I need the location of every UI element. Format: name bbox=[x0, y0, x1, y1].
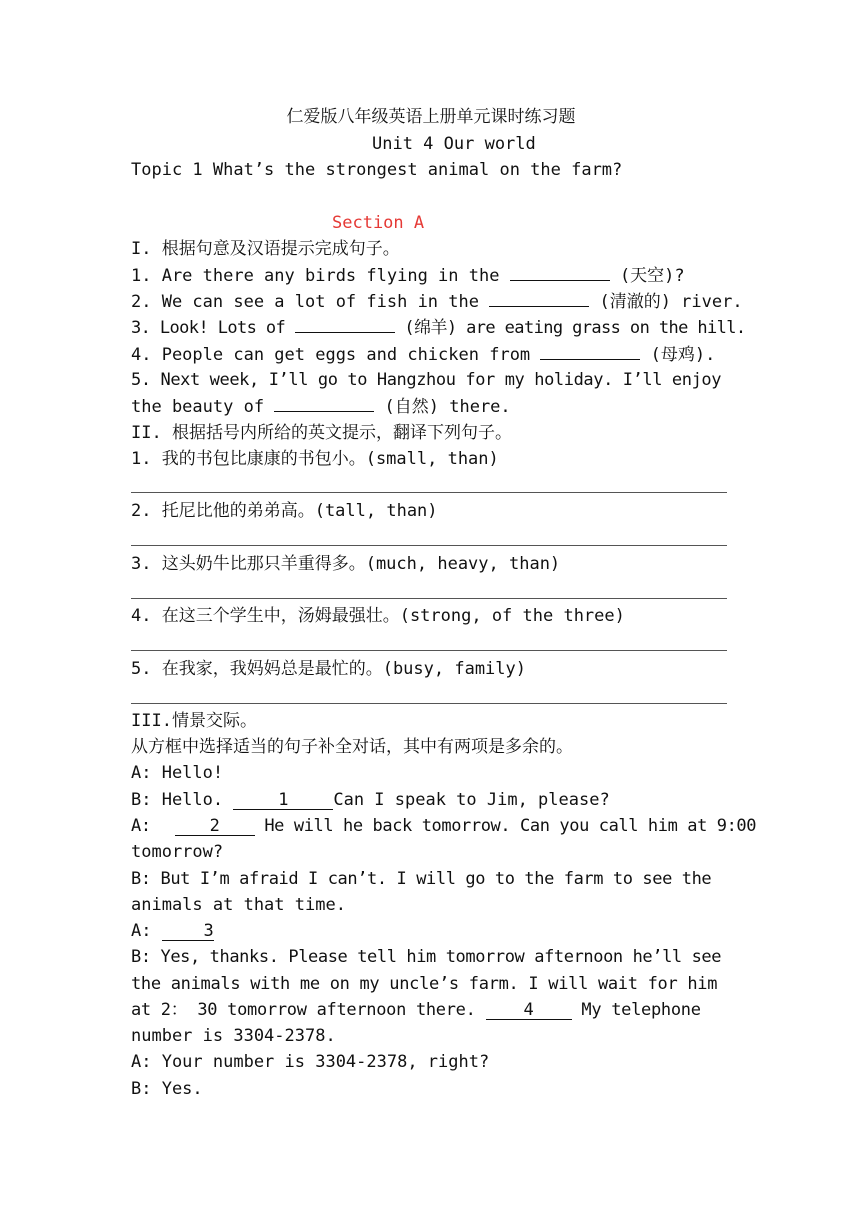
part1-item-5 bbox=[131, 369, 731, 391]
answer-line[interactable] bbox=[131, 545, 727, 546]
item-text: 1. Are there any birds flying in the bbox=[131, 266, 510, 286]
dialogue-line: animals at that time. bbox=[131, 895, 346, 915]
part2-item-3: 3. 这头奶牛比那只羊重得多。(much, heavy, than) bbox=[131, 554, 561, 574]
part1-item-5-cont bbox=[131, 395, 731, 418]
answer-blank[interactable] bbox=[274, 395, 374, 412]
dialogue-line bbox=[131, 999, 731, 1021]
dialogue-text: B: Hello. bbox=[131, 790, 234, 810]
item-text: the beauty of bbox=[131, 397, 275, 417]
dialogue-line: tomorrow? bbox=[131, 842, 224, 862]
dialogue-line: A: Your number is 3304-2378, right? bbox=[131, 1052, 490, 1072]
part1-heading: I. 根据句意及汉语提示完成句子。 bbox=[131, 239, 400, 259]
blank-1[interactable]: 1 bbox=[233, 791, 333, 810]
item-text: (天空)? bbox=[609, 266, 685, 286]
answer-line[interactable] bbox=[131, 598, 727, 599]
dialogue-text: A: bbox=[131, 816, 161, 836]
item-text: (绵羊) are eating grass on the hill. bbox=[394, 318, 746, 338]
answer-blank[interactable] bbox=[489, 290, 589, 307]
dialogue-text: He will he back tomorrow. Can you call him at 9:00 bbox=[254, 816, 757, 836]
part3-heading: III.情景交际。 bbox=[131, 711, 257, 731]
item-text: 3. Look! Lots of bbox=[131, 318, 295, 338]
part1-item-3 bbox=[131, 316, 746, 339]
part3-instruction: 从方框中选择适当的句子补全对话，其中有两项是多余的。 bbox=[131, 737, 573, 757]
part2-item-2: 2. 托尼比他的弟弟高。(tall, than) bbox=[131, 501, 438, 521]
dialogue-line bbox=[131, 789, 731, 811]
dialogue-text: My telephone bbox=[571, 1000, 701, 1020]
item-text: (清澈的) river. bbox=[589, 292, 743, 312]
part1-item-2 bbox=[131, 290, 743, 313]
part2-item-1: 1. 我的书包比康康的书包小。(small, than) bbox=[131, 449, 499, 469]
part2-item-5: 5. 在我家，我妈妈总是最忙的。(busy, family) bbox=[131, 659, 526, 679]
answer-line[interactable] bbox=[131, 492, 727, 493]
dialogue-text: Can I speak to Jim, please? bbox=[333, 790, 610, 810]
item-text: 2. We can see a lot of fish in the bbox=[131, 292, 490, 312]
answer-blank[interactable] bbox=[295, 316, 395, 333]
item-text: (自然) there. bbox=[374, 397, 511, 417]
answer-blank[interactable] bbox=[540, 343, 640, 360]
dialogue-line: A: Hello! bbox=[131, 763, 224, 783]
dialogue-line bbox=[131, 815, 757, 837]
unit-title: Unit 4 Our world bbox=[372, 134, 536, 154]
dialogue-text: at 2： 30 tomorrow afternoon there. bbox=[131, 1000, 486, 1020]
item-text: 4. People can get eggs and chicken from bbox=[131, 345, 541, 365]
dialogue-line: the animals with me on my uncle’s farm. I will wait for him bbox=[131, 974, 718, 994]
answer-line[interactable] bbox=[131, 650, 727, 651]
part2-item-4: 4. 在这三个学生中，汤姆最强壮。(strong, of the three) bbox=[131, 606, 625, 626]
dialogue-line: number is 3304-2378. bbox=[131, 1026, 336, 1046]
part2-heading: II. 根据括号内所给的英文提示，翻译下列句子。 bbox=[131, 423, 512, 443]
answer-blank[interactable] bbox=[510, 264, 610, 281]
blank-3[interactable]: 3 bbox=[162, 922, 214, 941]
page-title: 仁爱版八年级英语上册单元课时练习题 bbox=[286, 107, 576, 127]
blank-2[interactable]: 2 bbox=[175, 817, 255, 836]
blank-4[interactable]: 4 bbox=[486, 1001, 572, 1020]
part1-item-4 bbox=[131, 343, 731, 366]
item-text: 5. Next week, I’ll go to Hangzhou for my holiday. I’ll enjoy bbox=[131, 370, 722, 390]
topic-title: Topic 1 What’s the strongest animal on the farm? bbox=[131, 160, 623, 180]
dialogue-text: A: bbox=[131, 921, 162, 941]
dialogue-line: B: Yes. bbox=[131, 1079, 203, 1099]
answer-line[interactable] bbox=[131, 703, 727, 704]
part1-item-1 bbox=[131, 264, 731, 287]
item-text: (母鸡). bbox=[640, 345, 716, 365]
dialogue-line bbox=[131, 920, 731, 942]
dialogue-line: B: But I’m afraid I can’t. I will go to the farm to see the bbox=[131, 869, 712, 889]
section-title: Section A bbox=[332, 213, 425, 233]
dialogue-line: B: Yes, thanks. Please tell him tomorrow afternoon he’ll see bbox=[131, 947, 722, 967]
